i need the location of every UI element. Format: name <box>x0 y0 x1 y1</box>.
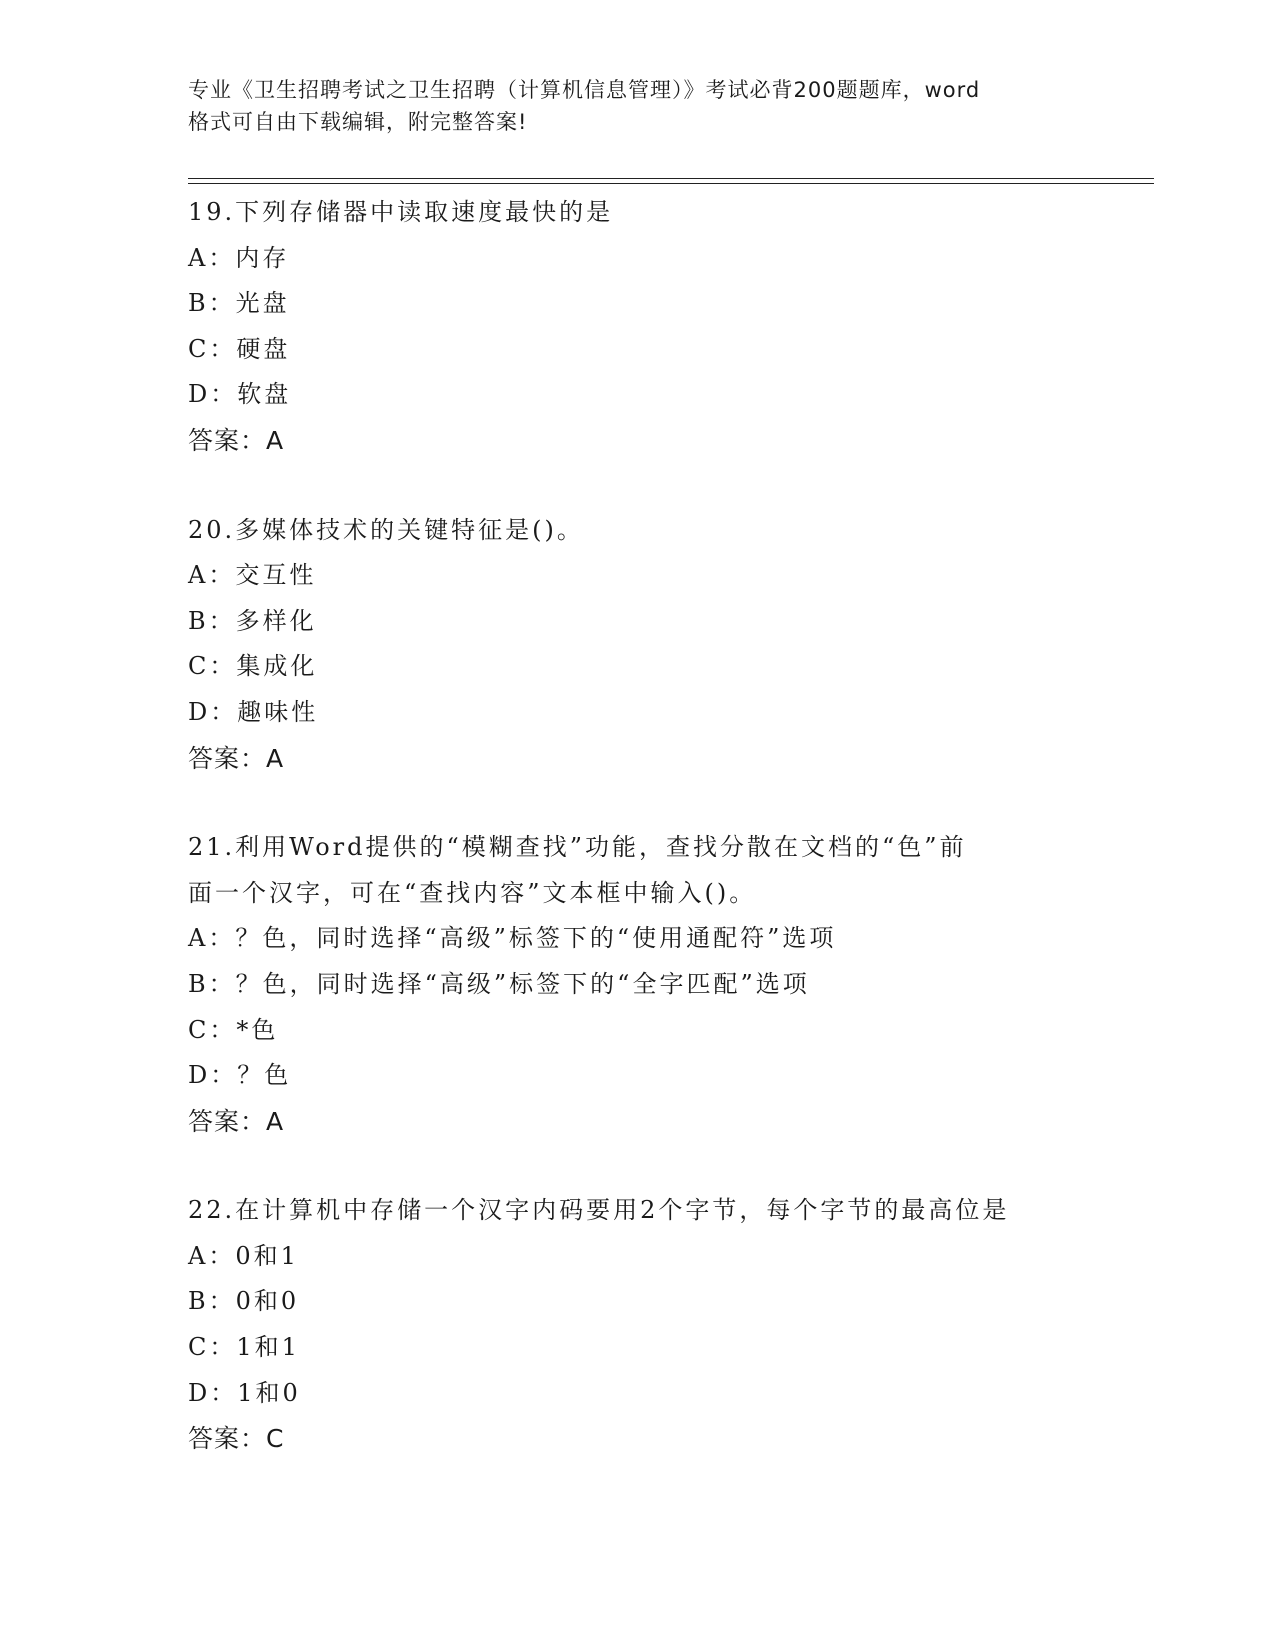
header-divider-bottom <box>188 183 1154 184</box>
option-a: A：交互性 <box>188 561 317 590</box>
question-list <box>188 190 1148 1506</box>
answer-label: 答案：A <box>188 425 285 455</box>
question-stem: 19.下列存储器中读取速度最快的是 <box>188 198 614 226</box>
option-d: D：软盘 <box>188 380 292 409</box>
answer-label: 答案：A <box>188 1106 285 1136</box>
header-line-2: 格式可自由下载编辑，附完整答案! <box>188 110 528 134</box>
question-stem: 21.利用Word提供的“模糊查找”功能，查找分散在文档的“色”前 <box>188 833 967 862</box>
question-22 <box>188 1188 1148 1462</box>
option-b: B：光盘 <box>188 289 290 318</box>
document-header <box>188 74 1088 138</box>
answer-label: 答案：A <box>188 743 285 773</box>
option-a: A：内存 <box>188 243 290 272</box>
question-stem-continued: 面一个汉字，可在“查找内容”文本框中输入()。 <box>188 878 757 907</box>
question-21 <box>188 825 1148 1144</box>
option-b: B：？色，同时选择“高级”标签下的“全字匹配”选项 <box>188 969 810 998</box>
option-b: B：0和0 <box>188 1287 300 1316</box>
header-divider-top <box>188 178 1154 179</box>
question-stem: 20.多媒体技术的关键特征是()。 <box>188 515 584 544</box>
option-d: D：趣味性 <box>188 697 319 726</box>
option-a: A：0和1 <box>188 1241 299 1270</box>
option-d: D：1和0 <box>188 1378 301 1407</box>
question-19 <box>188 190 1148 464</box>
header-line-1: 专业《卫生招聘考试之卫生招聘（计算机信息管理）》考试必背200题题库，word <box>188 78 981 102</box>
option-b: B：多样化 <box>188 606 317 635</box>
option-a: A：？色，同时选择“高级”标签下的“使用通配符”选项 <box>188 924 837 953</box>
answer-label: 答案：C <box>188 1424 285 1454</box>
option-c: C：集成化 <box>188 652 318 681</box>
question-stem: 22.在计算机中存储一个汉字内码要用2个字节，每个字节的最高位是 <box>188 1196 1010 1225</box>
option-c: C：*色 <box>188 1015 279 1044</box>
option-c: C：1和1 <box>188 1333 300 1362</box>
option-d: D：？色 <box>188 1061 292 1090</box>
question-20 <box>188 508 1148 782</box>
option-c: C：硬盘 <box>188 334 291 363</box>
